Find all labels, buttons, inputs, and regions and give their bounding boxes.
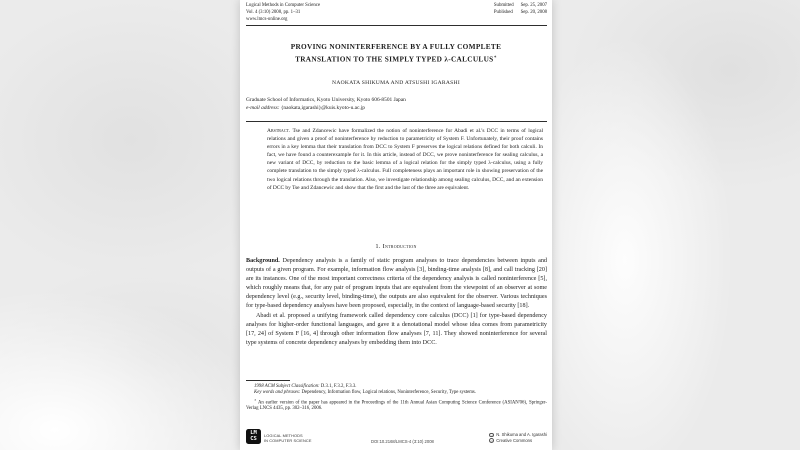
title-footnote-marker: ∗ — [493, 53, 497, 59]
paragraph-lead: Background. — [246, 258, 280, 264]
section-heading-introduction: 1. Introduction — [375, 243, 417, 250]
page-footer — [246, 428, 547, 448]
journal-header-right — [494, 2, 547, 16]
footnote-keywords: Key words and phrases: Dependency, Information flow, Logical relations, Noninterference, Security, Type systems. — [254, 390, 476, 396]
title-line-2: TRANSLATION TO THE SIMPLY TYPED λ-CALCULUS∗ — [295, 53, 497, 64]
footnotes-block — [246, 384, 547, 413]
creative-commons-line: cc Creative Commons — [490, 437, 533, 444]
journal-name: Logical Methods in Computer Science — [246, 3, 321, 8]
footnote-earlier-version: ∗ An earlier version of the paper has appeared in the Proceedings of the 11th Annual Asian Computing Science Conference (ASIAN'06), Springer-Verlag LNCS 4435, pp. 302–316, 2006. — [246, 397, 547, 412]
affiliation-line: Graduate School of Informatics, Kyoto University, Kyoto 606-8501 Japan — [246, 97, 406, 103]
copyright-icon: c — [491, 433, 493, 438]
journal-website: www.lmcs-online.org — [246, 17, 288, 22]
submitted-label: Submitted — [493, 3, 514, 8]
copyright-line: c N. Shikuma and A. Igarashi — [491, 432, 547, 438]
paragraph-abadi: Abadi et al. proposed a unifying framework called dependency core calculus (DCC) [1] for type-based dependency analyses for higher-order functional languages, and gave it a denotational model whose idea comes from parametricity [17, 24] of System F [16, 4] through other information flow analyses [7, 11]. They showed noninterference for several type systems of concrete dependency analyses by embedding them into DCC. — [246, 312, 547, 346]
abstract-heading: Abstract. — [267, 128, 291, 134]
footnote-star-marker: ∗ — [254, 397, 257, 402]
published-label: Published — [493, 10, 513, 15]
header-rule — [246, 25, 547, 26]
title-line-1: PROVING NONINTERFERENCE BY A FULLY COMPLETE — [290, 42, 502, 51]
lmcs-logo — [246, 429, 261, 444]
authors-line: NAOKATA SHIKUMA AND ATSUSHI IGARASHI — [332, 80, 460, 86]
abstract-text: Tse and Zdancewic have formalized the notion of noninterference for Abadi et al.'s DCC in terms of logical relations and given a proof of noninterference by reduction to parametricity of System F. Unfortunately, their proof contains errors in a key lemma that their translation from DCC to System F preserves the logical relations defined for both calculi. In fact, we have found a counterexample for it. In this article, instead of DCC, we prove noninterference for sealing calculus, a new variant of DCC, by reduction to the basic lemma of a logical relation for the simply typed λ-calculus, using a fully complete translation to the simply typed λ-calculus. Full completeness plays an important role in showing preservation of the two logical relations through the translation. Also, we investigate relationship among sealing calculus, DCC, and an extension of DCC by Tse and Zdancewic and show that the first and the last of the three are equivalent. — [267, 128, 543, 191]
introduction-body — [246, 257, 547, 348]
journal-volume: Vol. 4 (3:10) 2008, pp. 1–31 — [246, 10, 301, 15]
copyright-block — [489, 432, 547, 444]
creative-commons-icon: cc — [490, 439, 494, 444]
abstract-rule — [246, 121, 547, 122]
paper-title — [244, 42, 548, 64]
email-value: {naokata,igarashi}@kuis.kyoto-u.ac.jp — [279, 105, 365, 111]
abstract-block — [267, 127, 543, 192]
paragraph-background: Background. Dependency analysis is a family of static program analyses to trace dependencies between inputs and outputs of a given program. For example, information flow analysis [3], binding-time analysis [8], and call tracking [20] are its instances. One of the most important correctness criteria of the dependency analysis is called noninterference [5], which roughly means that, for any pair of program inputs that are equivalent from the viewpoint of an observer at some dependency level (e.g., security level, binding-time), the outputs are also equivalent for the observer. Various techniques for type-based dependency analyses have been proposed, especially, in the context of language-based security [18]. — [246, 258, 547, 310]
email-line — [246, 104, 547, 112]
paper-page — [240, 0, 552, 450]
affiliation-block — [246, 96, 547, 112]
doi-text: DOI:10.2168/LMCS-4 (3:10) 2008 — [371, 439, 434, 444]
submitted-date: Sep. 25, 2007 — [520, 3, 547, 8]
lmcs-logo-letters-bottom: CS — [250, 436, 257, 443]
journal-header-left — [246, 2, 320, 23]
footnote-rule — [246, 380, 290, 381]
lmcs-logo-caption: LOGICAL METHODS IN COMPUTER SCIENCE — [264, 433, 312, 443]
email-label: e-mail address: — [246, 105, 280, 111]
footnote-acm-classification: 1998 ACM Subject Classification: D.3.1, F.3.2, F.3.3. — [254, 384, 357, 389]
lmcs-logo-letters-top: LM — [250, 430, 257, 437]
published-date: Sep. 20, 2008 — [520, 10, 547, 15]
